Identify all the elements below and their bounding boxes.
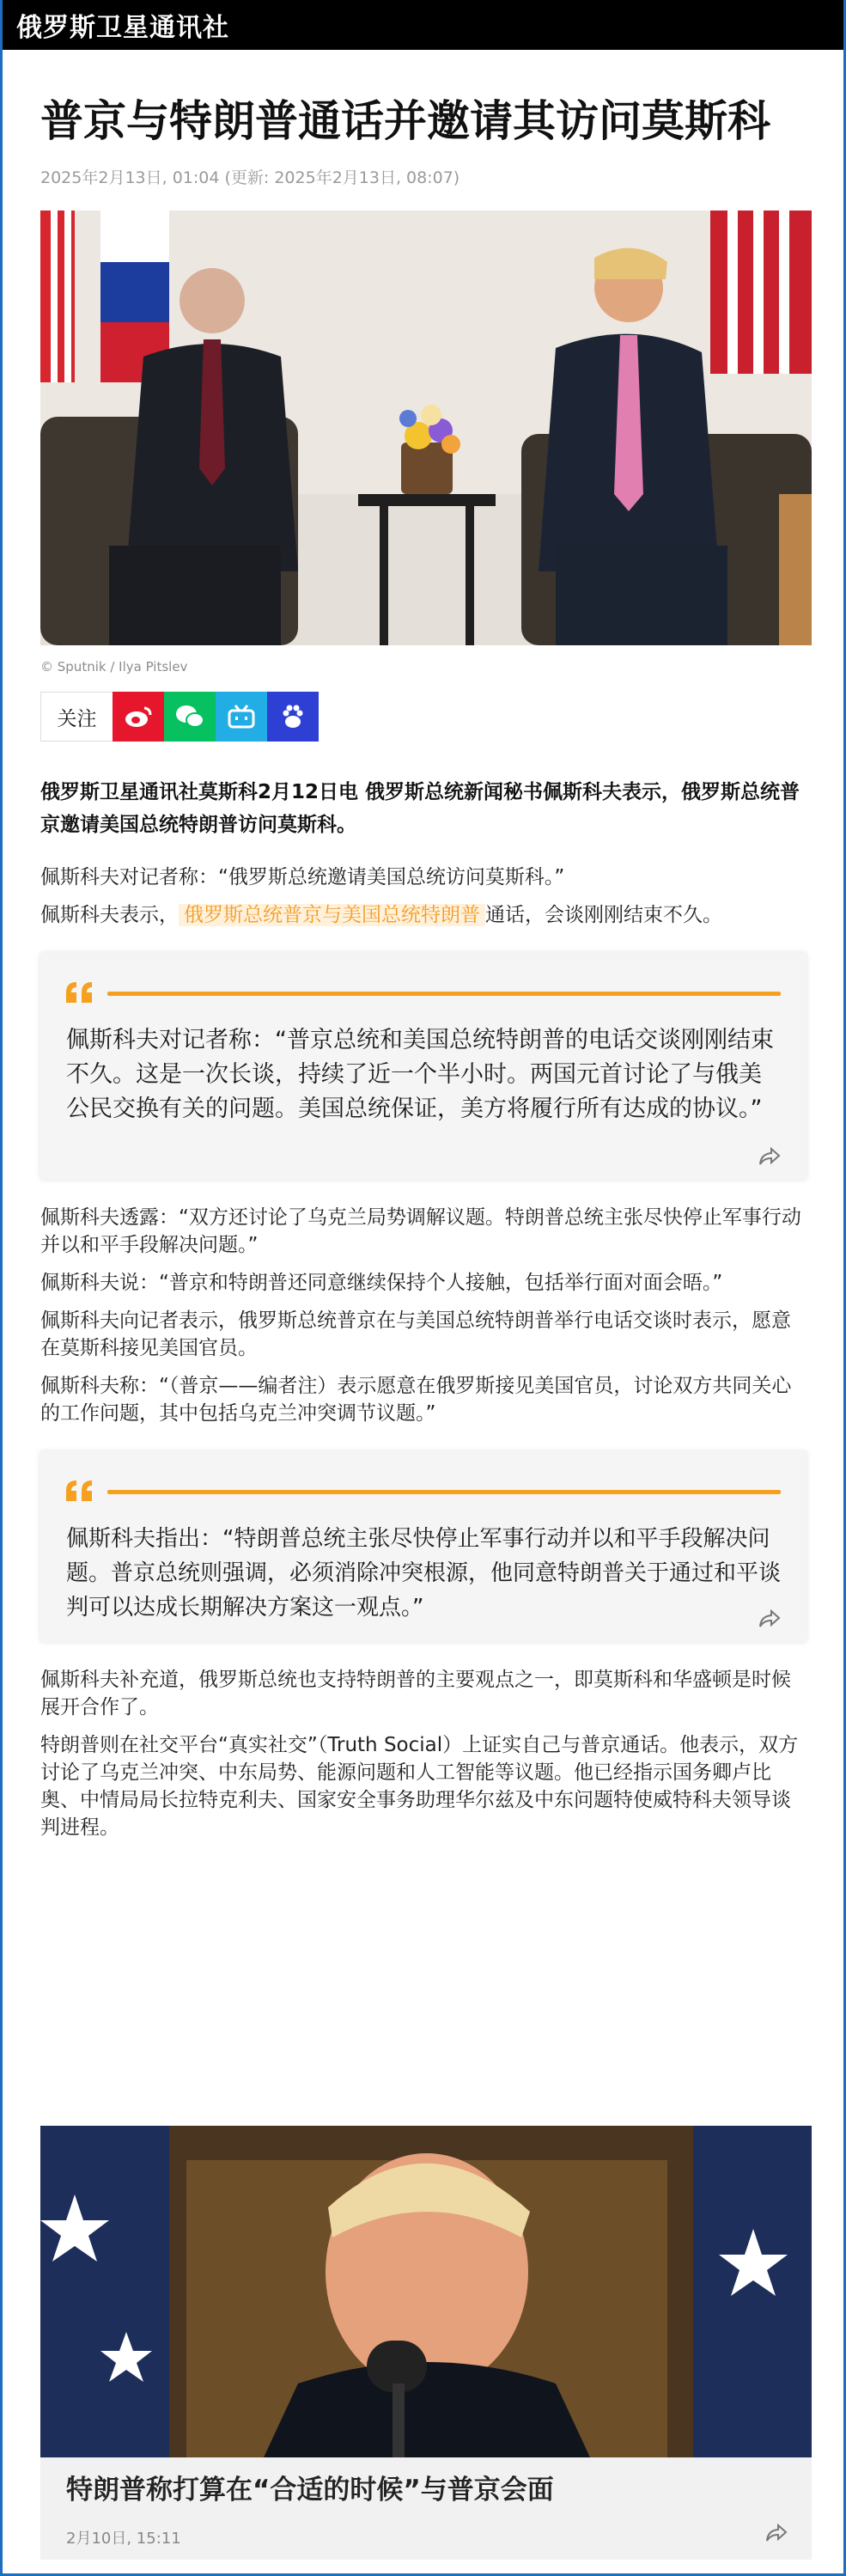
paragraph-text: 佩斯科夫表示，: [40, 904, 179, 926]
follow-button[interactable]: 关注: [40, 692, 113, 742]
paragraph: 佩斯科夫向记者表示，俄罗斯总统普京在与美国总统特朗普举行电话交谈时表示，愿意在莫斯科接见美国官员。: [40, 1309, 791, 1359]
paragraph: [40, 901, 806, 929]
share-arrow-icon[interactable]: [758, 1147, 781, 1166]
site-header[interactable]: [3, 0, 843, 50]
paragraph: 佩斯科夫透露：“双方还讨论了乌克兰局势调解议题。特朗普总统主张尽快停止军事行动并以和平手段解决问题。”: [40, 1206, 801, 1256]
quote-block: [40, 1451, 806, 1642]
quote-text: 佩斯科夫指出：“特朗普总统主张尽快停止军事行动并以和平手段解决问题。普京总统则强调，必须消除冲突根源，他同意特朗普关于通过和平谈判可以达成长期解决方案这一观点。”: [66, 1526, 782, 1621]
paragraph: 特朗普则在社交平台“真实社交”（Truth Social）上证实自己与普京通话。他表示，双方讨论了乌克兰冲突、中东局势、能源问题和人工智能等议题。他已经指示国务卿卢比奥、中情局局长拉特克利夫、国家安全事务助理华尔兹及中东问题特使威特科夫领导谈判进程。: [40, 1734, 799, 1839]
baidu-icon[interactable]: [267, 692, 319, 742]
related-article-image[interactable]: [40, 2126, 812, 2457]
weibo-icon[interactable]: [113, 692, 164, 742]
paragraph: 佩斯科夫补充道，俄罗斯总统也支持特朗普的主要观点之一，即莫斯科和华盛顿是时候展开合作了。: [40, 1669, 791, 1718]
share-arrow-icon[interactable]: [765, 2524, 788, 2542]
article-lead: 俄罗斯卫星通讯社莫斯科2月12日电 俄罗斯总统新闻秘书佩斯科夫表示，俄罗斯总统普京邀请美国总统特朗普访问莫斯科。: [40, 781, 800, 836]
article: [3, 95, 843, 1841]
quote-mark-icon: [64, 1479, 95, 1503]
paragraph-text: 通话，会谈刚刚结束不久。: [485, 904, 722, 926]
article-date: 2025年2月13日, 01:04 (更新: 2025年2月13日, 08:07): [40, 168, 460, 187]
quote-mark-icon: [64, 980, 95, 1004]
hero-photo: [40, 211, 812, 645]
hero-image: [40, 211, 812, 645]
wechat-icon[interactable]: [164, 692, 216, 742]
related-photo: [40, 2126, 812, 2457]
share-bar: [40, 692, 806, 742]
article-title: 普京与特朗普通话并邀请其访问莫斯科: [40, 96, 770, 146]
quote-divider: [107, 1490, 781, 1494]
bilibili-icon[interactable]: [216, 692, 267, 742]
quote-divider: [107, 992, 781, 996]
site-name[interactable]: 俄罗斯卫星通讯社: [16, 13, 229, 43]
quote-text: 佩斯科夫对记者称：“普京总统和美国总统特朗普的电话交谈刚刚结束不久。这是一次长谈，持续了近一个半小时。两国元首讨论了与俄美公民交换有关的问题。美国总统保证，美方将履行所有达成的协议。”: [66, 1027, 774, 1122]
paragraph: 佩斯科夫称：“（普京——编者注）表示愿意在俄罗斯接见美国官员，讨论双方共同关心的工作问题，其中包括乌克兰冲突调节议题。”: [40, 1375, 792, 1425]
highlighted-link[interactable]: 俄罗斯总统普京与美国总统特朗普: [179, 904, 485, 926]
related-article-card[interactable]: [40, 2126, 812, 2560]
share-arrow-icon[interactable]: [758, 1609, 781, 1628]
paragraph: 佩斯科夫说：“普京和特朗普还同意继续保持个人接触，包括举行面对面会晤。”: [40, 1272, 723, 1294]
photo-credit: © Sputnik / Ilya Pitslev: [40, 659, 188, 675]
related-article-title[interactable]: 特朗普称打算在“合适的时候”与普京会面: [66, 2475, 554, 2506]
paragraph: 佩斯科夫对记者称：“俄罗斯总统邀请美国总统访问莫斯科。”: [40, 866, 565, 888]
quote-block: [40, 953, 806, 1180]
related-article-date: 2月10日, 15:11: [66, 2530, 181, 2548]
